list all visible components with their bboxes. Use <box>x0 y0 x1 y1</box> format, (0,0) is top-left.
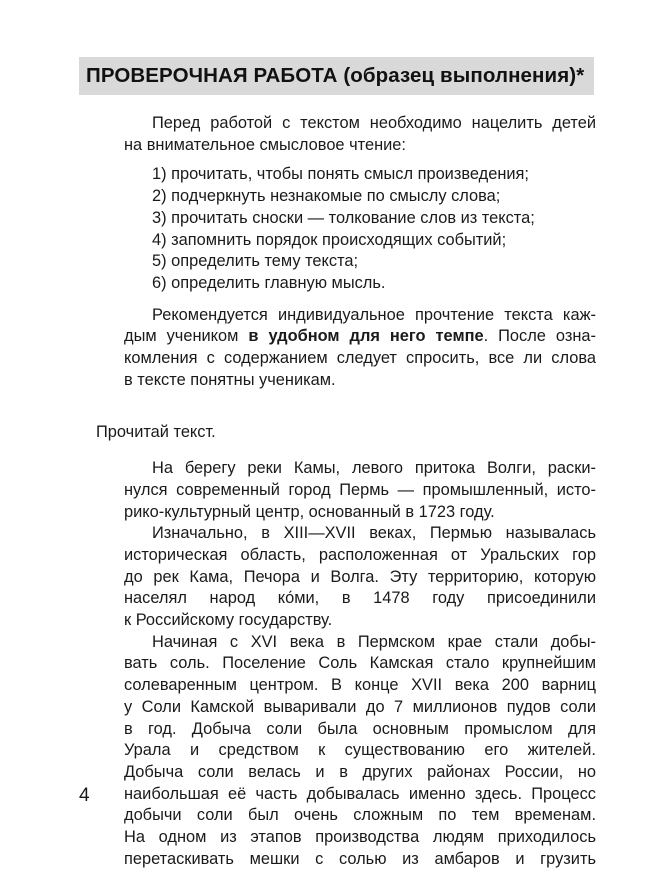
list-item: 5) определить тему текста; <box>152 252 359 271</box>
story-line: в год. Добыча соли была основным промыслом для <box>124 719 596 738</box>
recommendation-emphasis: в удобном для него темпе <box>248 327 484 346</box>
story-line: Изначально, в XIII—XVII веках, Пермью называлась <box>152 524 596 543</box>
task-label <box>96 422 596 444</box>
list-item: 4) запомнить порядок происходящих событий; <box>152 230 507 249</box>
intro-line: на внимательное смысловое чтение: <box>124 135 406 154</box>
recommendation-line: в тексте понятны ученикам. <box>124 370 336 389</box>
title-banner <box>79 57 594 95</box>
page-number: 4 <box>79 785 90 806</box>
intro-paragraph <box>124 113 596 156</box>
list-item: 3) прочитать сноски — толкование слов из текста; <box>152 208 535 227</box>
recommendation-paragraph <box>124 305 596 392</box>
story-line: нулся современный город Пермь — промышленный, исто- <box>124 480 596 499</box>
reading-steps-list <box>152 164 596 294</box>
page-content <box>96 113 596 871</box>
story-paragraph-2 <box>124 523 596 632</box>
story-line: наибольшая её часть добывалась именно здесь. Процесс <box>124 784 596 803</box>
recommendation-text: . После озна- <box>483 327 596 346</box>
recommendation-line: Рекомендуется индивидуальное прочтение текста каж- <box>152 305 596 324</box>
story-line: На одном из этапов производства людям приходилось <box>124 828 596 847</box>
story-line: к Российскому государству. <box>124 611 333 630</box>
story-line: солеваренным центром. В конце XVII века 200 варниц <box>124 676 596 695</box>
story-line: населял народ ко́ми, в 1478 году присоединили <box>124 589 596 608</box>
story-line: перетаскивать мешки с солью из амбаров и грузить <box>124 849 596 868</box>
story-paragraph-1 <box>124 458 596 523</box>
list-item: 6) определить главную мысль. <box>152 273 386 292</box>
story-line: Урала и средством к существованию его жителей. <box>124 741 596 760</box>
story-line: Начиная с XVI века в Пермском крае стали добы- <box>152 632 596 651</box>
recommendation-text: дым учеником <box>124 327 249 346</box>
intro-line: Перед работой с текстом необходимо нацелить детей <box>152 114 596 132</box>
story-line: Добыча соли велась и в других районах России, но <box>124 762 596 781</box>
story-line: рико-культурный центр, основанный в 1723 году. <box>124 502 495 521</box>
task-label-text: Прочитай текст. <box>96 423 216 442</box>
story-line: историческая область, расположенная от Уральских гор <box>124 545 596 564</box>
list-item: 1) прочитать, чтобы понять смысл произведения; <box>152 165 529 184</box>
story-line: На берегу реки Камы, левого притока Волги, раски- <box>152 459 596 478</box>
list-item: 2) подчеркнуть незнакомые по смыслу слова; <box>152 187 501 206</box>
story-line: вать соль. Поселение Соль Камская стало крупнейшим <box>124 654 596 673</box>
recommendation-line: комления с содержанием следует спросить, все ли слова <box>124 349 596 368</box>
story-line: добычи соли был очень сложным по тем временам. <box>124 806 596 825</box>
story-line: у Соли Камской вываривали до 7 миллионов пудов соли <box>124 697 596 716</box>
story-line: до рек Кама, Печора и Волга. Эту территорию, которую <box>124 567 596 586</box>
recommendation-line <box>124 326 596 348</box>
page-title: ПРОВЕРОЧНАЯ РАБОТА (образец выполнения)* <box>86 64 585 87</box>
